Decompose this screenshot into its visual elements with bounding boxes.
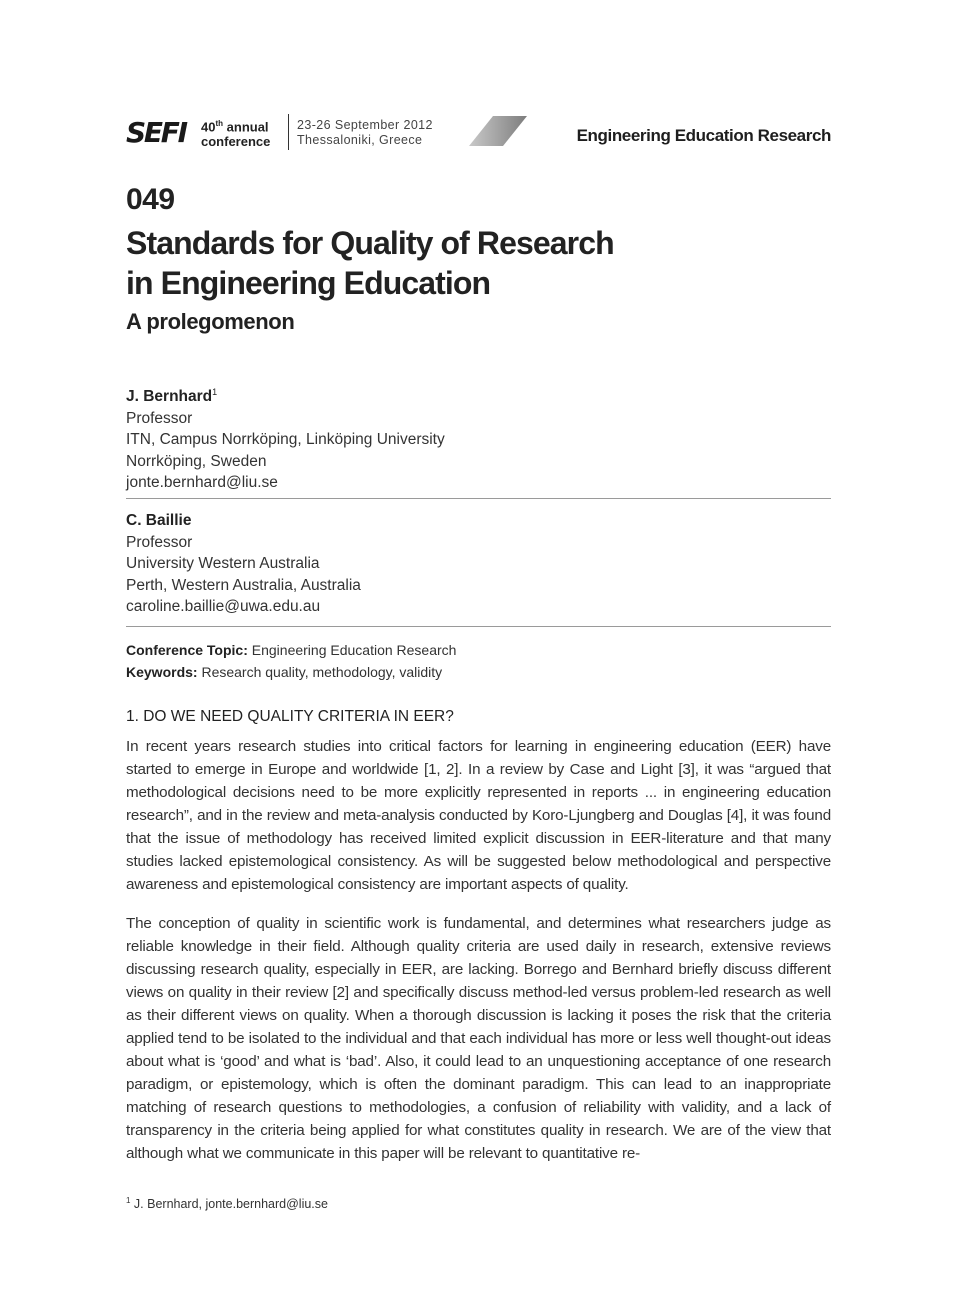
author-city: Norrköping, Sweden [126, 452, 267, 470]
header-divider [288, 114, 289, 150]
author-block [126, 382, 445, 494]
author-divider [126, 498, 831, 499]
author-role: Professor [126, 409, 193, 427]
conference-header [126, 112, 831, 156]
paper-title: Standards for Quality of Research in Engineering Education [126, 225, 614, 301]
author-block [126, 510, 361, 618]
paper-subtitle: A prolegomenon [126, 309, 295, 334]
body-paragraph: The conception of quality in scientific work is fundamental, and determines what researchers judge as reliable knowledge in their field. Although quality criteria are used daily in research, extensive reviews discussing research quality, especially in EER, are lacking. Borrego and Bernhard briefly discuss different views on quality in their review [2] and specifically discuss method-led versus problem-led research as well as their different views on quality. When a thorough discussion is lacking it poses the risk that the criteria applied tend to be isolated to the individual and that each individual has more or less well thought-out ideas about what is ‘good’ and what is ‘bad’. Also, it could lead to an unquestioning acceptance of one research paradigm, or epistemology, which is often the dominant paradigm. This can lead to an inappropriate matching of research questions to methodologies, a confusion of reliability with validity, and a lack of transparency in the criteria being applied for what constitutes quality in research. We are of the view that although what we communicate in this paper will be relevant to quantitative re- [126, 915, 831, 1162]
author-name: C. Baillie [126, 512, 192, 529]
conference-topic: Conference Topic: Engineering Education Research [126, 642, 457, 658]
paper-number: 049 [126, 183, 175, 216]
keywords: Keywords: Research quality, methodology, validity [126, 663, 443, 680]
conference-dates [297, 118, 433, 148]
author-name: J. Bernhard$^1$ [126, 387, 218, 406]
conference-track: Engineering Education Research [576, 126, 831, 145]
conference-date-range: 23-26 September 2012 [297, 118, 433, 132]
section-heading: 1. DO WE NEED QUALITY CRITERIA IN EER? [126, 708, 454, 725]
author-city: Perth, Western Australia, Australia [126, 576, 361, 594]
author-email: caroline.baillie@uwa.edu.au [126, 598, 321, 615]
conference-edition: 40th annual conference [201, 119, 271, 150]
author-affiliation: ITN, Campus Norrköping, Linköping University [126, 431, 445, 449]
sefi-logo-text: SEFI [126, 116, 188, 146]
body-paragraph: In recent years research studies into critical factors for learning in engineering education (EER) have started to emerge in Europe and worldwide [1, 2]. In a review by Case and Light [3], it was “argued that methodological decisions need to be more explicitly represented in reports ... in engineering education research”, and in the review and meta-analysis conducted by Koro-Ljungberg and Douglas [4], it was found that the issue of methodology has received limited explicit discussion in EER-literature and that many studies lacked epistemological consistency. As will be suggested below methodological and perspective awareness and epistemological consistency are important aspects of quality. [126, 738, 831, 893]
paper-meta [126, 640, 456, 683]
conference-location: Thessaloniki, Greece [297, 133, 423, 147]
author-email: jonte.bernhard@liu.se [126, 474, 278, 492]
decorative-parallelogram-icon [469, 116, 527, 146]
sefi-logo-icon [126, 116, 190, 146]
footnote: $^1$ J. Bernhard, jonte.bernhard@liu.se [126, 1196, 328, 1212]
author-role: Professor [126, 533, 193, 551]
author-divider [126, 626, 831, 627]
author-affiliation: University Western Australia [126, 555, 320, 572]
